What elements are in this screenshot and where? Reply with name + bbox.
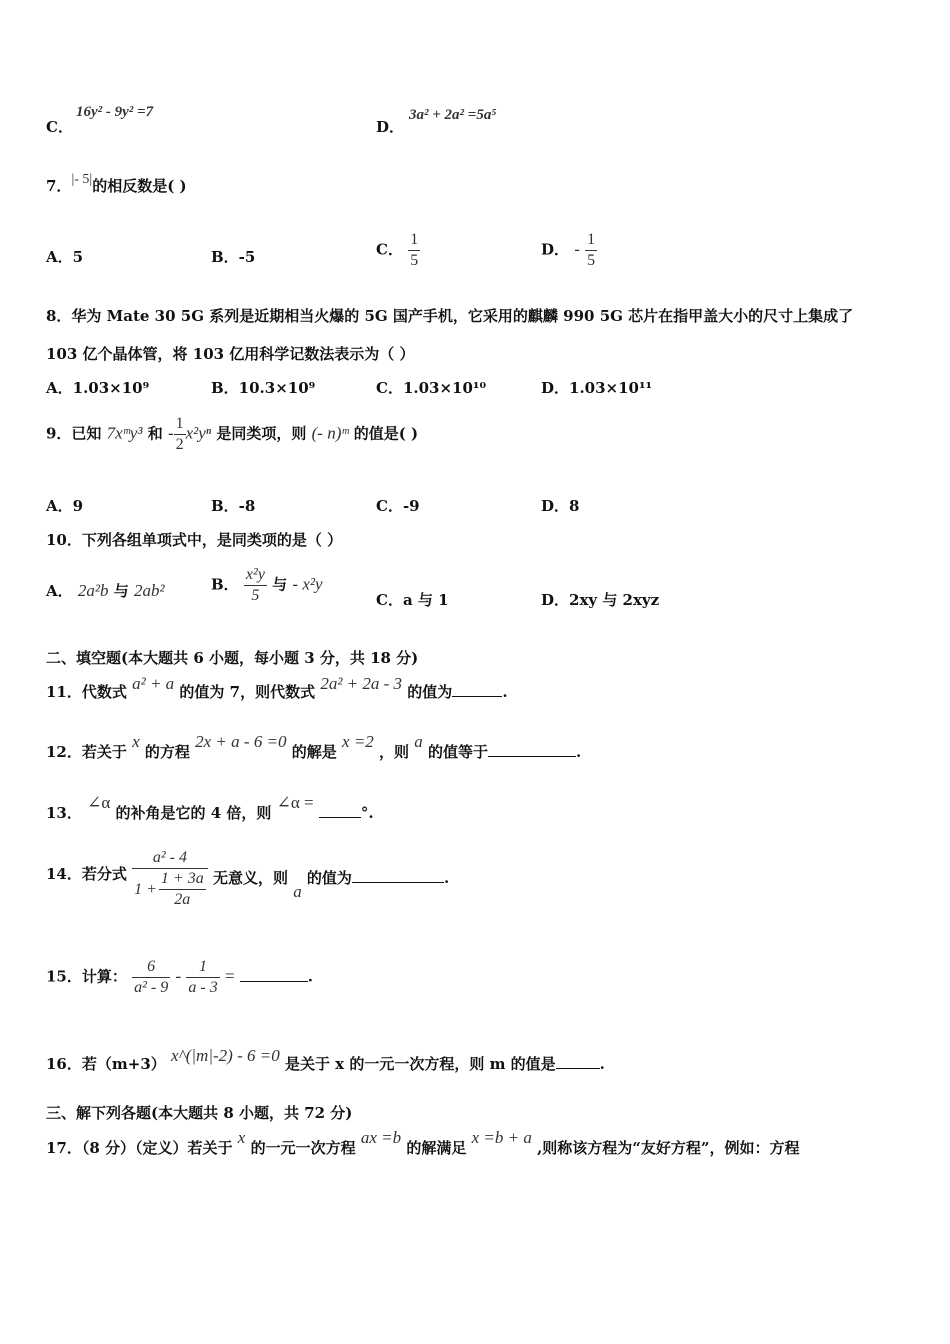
q16-stem: 16．若（m+3） x^(|m|-2) - 6 =0 是关于 x 的一元一次方程，则 m 的值是 . xyxy=(46,1046,605,1073)
q15-fraction-2: $\frac{1}{a - 3}$ xyxy=(188,958,218,996)
q10-stem: 10．下列各组单项式中，是同类项的是（ ） xyxy=(46,531,343,549)
q7-option-b: B．-5 xyxy=(211,248,256,266)
q11-stem: 11．代数式 a² + a 的值为 7，则代数式 2a² + 2a - 3 的值为 . xyxy=(46,674,508,701)
q7-stem: 7．|- 5|的相反数是( ) xyxy=(46,172,187,195)
q11-math-1: a² + a xyxy=(132,674,175,693)
q9-math-3: (- n)ᵐ xyxy=(311,423,349,443)
q9-option-c: C．-9 xyxy=(376,497,420,515)
q7-abs-math: |- 5| xyxy=(71,172,93,187)
q9-stem: 9．已知 7xᵐy³ 和 - $\frac{1}{2}$ x²yⁿ 是同类项，则 (- n)ᵐ 的值是( ) xyxy=(46,415,419,453)
q10-option-b: B． $\frac{\text{x²y}}{5}$ 与 - x²y xyxy=(211,566,323,604)
q6-option-c: C． xyxy=(46,118,73,136)
q10-b-fraction: $\frac{\text{x²y}}{5}$ xyxy=(245,566,265,604)
q11-math-2: 2a² + 2a - 3 xyxy=(320,674,403,693)
section-2-heading: 二、填空题(本大题共 6 小题，每小题 3 分，共 18 分) xyxy=(46,649,419,667)
q9-fraction: $\frac{1}{2}$ xyxy=(175,415,184,453)
section-3-heading: 三、解下列各题(本大题共 8 小题，共 72 分) xyxy=(46,1104,353,1122)
q10-option-d: D．2xy 与 2xyz xyxy=(541,591,660,609)
q9-option-d: D．8 xyxy=(541,497,580,515)
q15-fraction-1: $\frac{6}{\text{a² - 9}}$ xyxy=(134,958,169,996)
q7-option-c: C． $\frac{1}{5}$ xyxy=(376,231,419,269)
q14-stem: 14．若分式 a² - 4 1 + $\frac{1 + 3a}{2a}$ 无意义，则 a 的值为 . xyxy=(46,849,450,908)
q7-option-a: A．5 xyxy=(46,248,84,266)
q8-option-c: C．1.03×10¹⁰ xyxy=(376,379,487,397)
q13-stem: 13． ∠α 的补角是它的 4 倍，则 ∠α = °. xyxy=(46,793,374,822)
q9-option-b: B．-8 xyxy=(211,497,256,515)
q6-option-c-math: 16y² - 9y² =7 xyxy=(76,104,154,120)
q8-option-a: A．1.03×10⁹ xyxy=(46,379,150,397)
q8-option-b: B．10.3×10⁹ xyxy=(211,379,316,397)
q8-line1: 8．华为 Mate 30 5G 系列是近期相当火爆的 5G 国产手机，它采用的麒麟 990 5G 芯片在指甲盖大小的尺寸上集成了 xyxy=(46,307,854,325)
q10-option-a: A． 2a²b 与 2ab² xyxy=(46,581,165,600)
q6-option-d-math: 3a² + 2a² =5a⁵ xyxy=(409,107,497,123)
q7-d-fraction: $\frac{1}{5}$ xyxy=(587,231,596,269)
q15-stem: 15．计算： $\frac{6}{\text{a² - 9}}$ - $\frac{1}{a - 3}$ = . xyxy=(46,958,313,996)
q12-stem: 12．若关于 x 的方程 2x + a - 6 =0 的解是 x =2 ，则 a 的值等于 . xyxy=(46,732,582,761)
q8-line2: 103 亿个晶体管，将 103 亿用科学记数法表示为（ ） xyxy=(46,345,415,363)
q6-option-d: D． xyxy=(376,118,405,136)
q16-math: x^(|m|-2) - 6 =0 xyxy=(171,1046,280,1065)
q17-stem: 17．（8 分）（定义）若关于 x 的一元一次方程 ax =b 的解满足 x =b + a ,则称该方程为“友好方程”，例如：方程 xyxy=(46,1128,800,1157)
q7-option-d: D． - $\frac{1}{5}$ xyxy=(541,231,596,269)
q9-option-a: A．9 xyxy=(46,497,84,515)
q10-option-c: C．a 与 1 xyxy=(376,591,449,609)
q7-c-fraction: $\frac{1}{5}$ xyxy=(410,231,419,269)
q14-complex-fraction: a² - 4 1 + $\frac{1 + 3a}{2a}$ xyxy=(132,848,208,910)
q8-option-d: D．1.03×10¹¹ xyxy=(541,379,653,397)
q9-math-1: 7xᵐy³ xyxy=(106,423,143,443)
